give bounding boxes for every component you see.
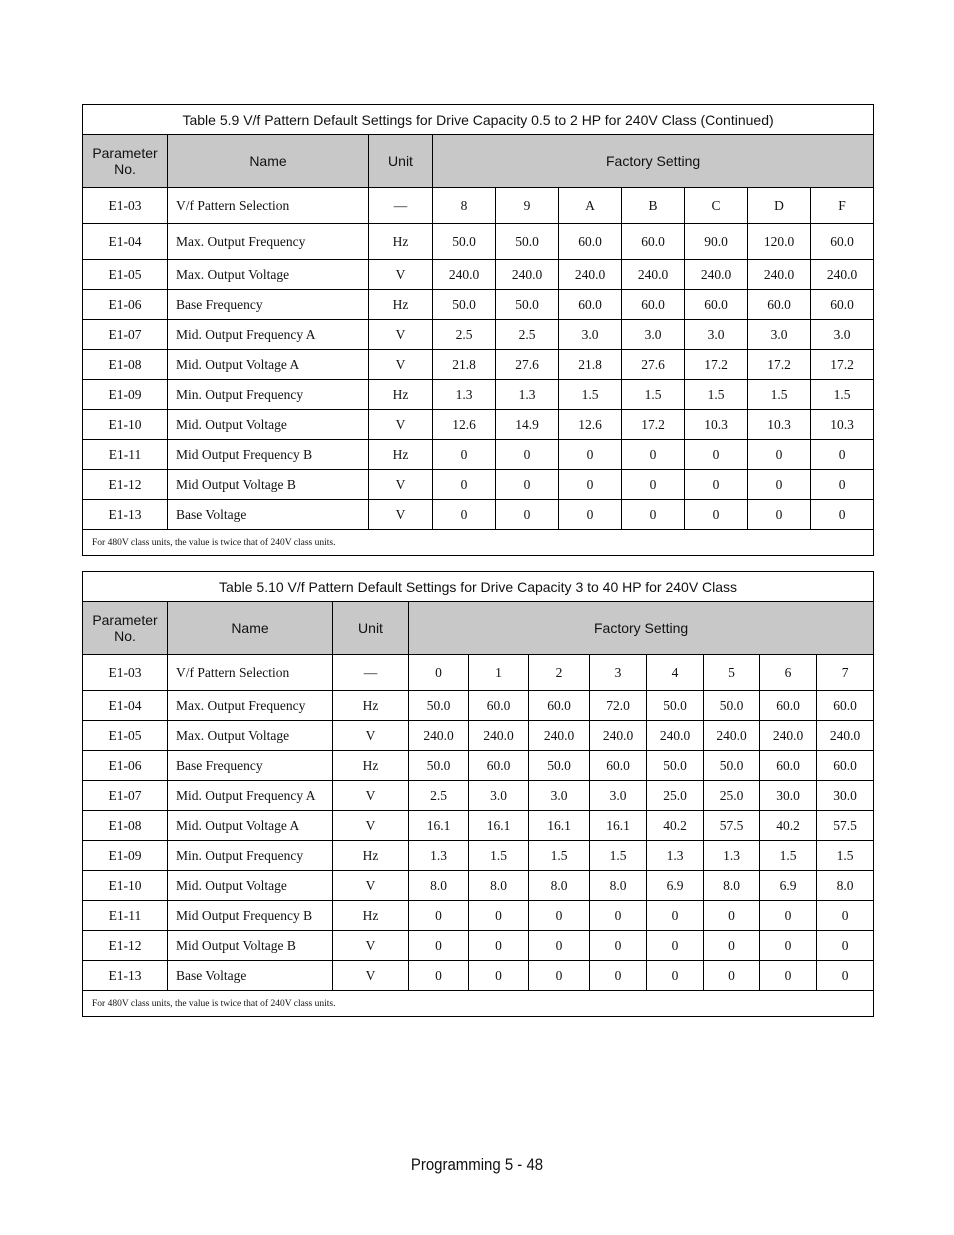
table-row xyxy=(83,290,874,320)
setting-cell: 0 xyxy=(496,470,559,500)
setting-cell: 0 xyxy=(559,440,622,470)
setting-cell: 60.0 xyxy=(559,224,622,260)
setting-cell: 8.0 xyxy=(817,871,874,901)
setting-cell: 50.0 xyxy=(409,691,469,721)
setting-cell: 9 xyxy=(496,188,559,224)
setting-cell: 40.2 xyxy=(760,811,817,841)
parameter-cell: E1-12 xyxy=(83,931,168,961)
parameter-cell: E1-06 xyxy=(83,751,168,781)
setting-cell: 0 xyxy=(529,961,590,991)
table-row xyxy=(83,440,874,470)
setting-cell: 60.0 xyxy=(811,224,874,260)
setting-cell: 17.2 xyxy=(622,410,685,440)
setting-cell: 0 xyxy=(811,440,874,470)
setting-cell: 0 xyxy=(409,961,469,991)
setting-cell: 4 xyxy=(647,655,704,691)
setting-cell: 50.0 xyxy=(433,290,496,320)
parameter-cell: E1-11 xyxy=(83,901,168,931)
setting-cell: 1.5 xyxy=(760,841,817,871)
setting-cell: 0 xyxy=(590,961,647,991)
setting-cell: 50.0 xyxy=(433,224,496,260)
setting-cell: 240.0 xyxy=(469,721,529,751)
setting-cell: 0 xyxy=(433,470,496,500)
parameter-cell: E1-09 xyxy=(83,841,168,871)
setting-cell: 50.0 xyxy=(496,224,559,260)
unit-cell: V xyxy=(369,500,433,530)
setting-cell: 1.5 xyxy=(559,380,622,410)
setting-cell: 40.2 xyxy=(647,811,704,841)
table-row xyxy=(83,655,874,691)
setting-cell: 72.0 xyxy=(590,691,647,721)
setting-cell: 0 xyxy=(496,440,559,470)
setting-cell: 1.3 xyxy=(704,841,760,871)
setting-cell: 0 xyxy=(647,901,704,931)
unit-cell: V xyxy=(369,350,433,380)
setting-cell: 0 xyxy=(590,931,647,961)
setting-cell: 60.0 xyxy=(622,290,685,320)
name-cell: V/f Pattern Selection xyxy=(168,188,369,224)
parameter-cell: E1-13 xyxy=(83,961,168,991)
setting-cell: 12.6 xyxy=(433,410,496,440)
setting-cell: 1.3 xyxy=(496,380,559,410)
setting-cell: 240.0 xyxy=(748,260,811,290)
setting-cell: 3.0 xyxy=(622,320,685,350)
column-header-name: Name xyxy=(168,135,369,188)
setting-cell: 0 xyxy=(704,931,760,961)
parameter-cell: E1-07 xyxy=(83,320,168,350)
column-header-parameter: Parameter No. xyxy=(83,602,168,655)
setting-cell: 30.0 xyxy=(760,781,817,811)
name-cell: Max. Output Voltage xyxy=(168,721,333,751)
setting-cell: 0 xyxy=(748,470,811,500)
setting-cell: 240.0 xyxy=(559,260,622,290)
setting-cell: 21.8 xyxy=(433,350,496,380)
unit-cell: Hz xyxy=(369,440,433,470)
name-cell: Mid Output Voltage B xyxy=(168,931,333,961)
setting-cell: 0 xyxy=(760,931,817,961)
name-cell: Mid. Output Voltage A xyxy=(168,811,333,841)
setting-cell: 240.0 xyxy=(647,721,704,751)
table-note: For 480V class units, the value is twice that of 240V class units. xyxy=(83,991,874,1017)
unit-cell: V xyxy=(333,781,409,811)
setting-cell: 0 xyxy=(817,931,874,961)
name-cell: Mid. Output Voltage A xyxy=(168,350,369,380)
setting-cell: 0 xyxy=(622,470,685,500)
setting-cell: 1.5 xyxy=(817,841,874,871)
setting-cell: 0 xyxy=(811,470,874,500)
unit-cell: V xyxy=(333,811,409,841)
setting-cell: 2 xyxy=(529,655,590,691)
setting-cell: 1.5 xyxy=(590,841,647,871)
table-row xyxy=(83,350,874,380)
unit-cell: Hz xyxy=(333,691,409,721)
setting-cell: 60.0 xyxy=(817,751,874,781)
setting-cell: 0 xyxy=(647,961,704,991)
parameter-cell: E1-10 xyxy=(83,410,168,440)
setting-cell: 60.0 xyxy=(469,751,529,781)
setting-cell: B xyxy=(622,188,685,224)
setting-cell: 0 xyxy=(622,440,685,470)
setting-cell: 16.1 xyxy=(409,811,469,841)
setting-cell: 1.3 xyxy=(409,841,469,871)
setting-cell: 0 xyxy=(559,470,622,500)
setting-cell: 50.0 xyxy=(409,751,469,781)
setting-cell: 3 xyxy=(590,655,647,691)
setting-cell: 240.0 xyxy=(496,260,559,290)
setting-cell: 10.3 xyxy=(685,410,748,440)
setting-cell: 25.0 xyxy=(647,781,704,811)
parameter-cell: E1-13 xyxy=(83,500,168,530)
setting-cell: 3.0 xyxy=(748,320,811,350)
table-row xyxy=(83,500,874,530)
setting-cell: 2.5 xyxy=(496,320,559,350)
setting-cell: 240.0 xyxy=(760,721,817,751)
name-cell: Base Frequency xyxy=(168,751,333,781)
setting-cell: 57.5 xyxy=(704,811,760,841)
parameter-cell: E1-04 xyxy=(83,224,168,260)
setting-cell: 0 xyxy=(647,931,704,961)
table-row xyxy=(83,320,874,350)
setting-cell: 50.0 xyxy=(704,751,760,781)
name-cell: Mid. Output Voltage xyxy=(168,871,333,901)
unit-cell: Hz xyxy=(369,290,433,320)
table-row xyxy=(83,931,874,961)
table-body xyxy=(83,188,874,530)
setting-cell: 0 xyxy=(409,931,469,961)
setting-cell: 1.5 xyxy=(469,841,529,871)
setting-cell: 3.0 xyxy=(685,320,748,350)
setting-cell: 50.0 xyxy=(647,691,704,721)
setting-cell: 60.0 xyxy=(622,224,685,260)
unit-cell: — xyxy=(369,188,433,224)
setting-cell: 60.0 xyxy=(760,751,817,781)
setting-cell: 0 xyxy=(685,470,748,500)
table-row xyxy=(83,410,874,440)
setting-cell: 0 xyxy=(409,901,469,931)
setting-cell: 2.5 xyxy=(433,320,496,350)
setting-cell: 0 xyxy=(433,500,496,530)
table-row xyxy=(83,224,874,260)
setting-cell: 1.5 xyxy=(811,380,874,410)
parameter-cell: E1-06 xyxy=(83,290,168,320)
setting-cell: 0 xyxy=(704,901,760,931)
setting-cell: 27.6 xyxy=(496,350,559,380)
setting-cell: 50.0 xyxy=(704,691,760,721)
setting-cell: 3.0 xyxy=(469,781,529,811)
setting-cell: 8.0 xyxy=(590,871,647,901)
setting-cell: 16.1 xyxy=(469,811,529,841)
setting-cell: 1.3 xyxy=(647,841,704,871)
name-cell: Min. Output Frequency xyxy=(168,841,333,871)
setting-cell: A xyxy=(559,188,622,224)
setting-cell: 12.6 xyxy=(559,410,622,440)
name-cell: Mid Output Voltage B xyxy=(168,470,369,500)
setting-cell: 30.0 xyxy=(817,781,874,811)
setting-cell: 8.0 xyxy=(409,871,469,901)
setting-cell: 6.9 xyxy=(647,871,704,901)
setting-cell: 3.0 xyxy=(559,320,622,350)
parameter-cell: E1-03 xyxy=(83,188,168,224)
setting-cell: 6.9 xyxy=(760,871,817,901)
setting-cell: 5 xyxy=(704,655,760,691)
setting-cell: 17.2 xyxy=(748,350,811,380)
table-row xyxy=(83,188,874,224)
parameter-cell: E1-03 xyxy=(83,655,168,691)
setting-cell: 60.0 xyxy=(748,290,811,320)
setting-cell: 0 xyxy=(433,440,496,470)
name-cell: V/f Pattern Selection xyxy=(168,655,333,691)
parameter-cell: E1-09 xyxy=(83,380,168,410)
setting-cell: 0 xyxy=(469,961,529,991)
setting-cell: 14.9 xyxy=(496,410,559,440)
name-cell: Base Voltage xyxy=(168,500,369,530)
parameter-cell: E1-10 xyxy=(83,871,168,901)
setting-cell: 1.5 xyxy=(529,841,590,871)
setting-cell: 1.3 xyxy=(433,380,496,410)
table-row xyxy=(83,871,874,901)
setting-cell: 60.0 xyxy=(811,290,874,320)
setting-cell: 8.0 xyxy=(469,871,529,901)
setting-cell: 240.0 xyxy=(433,260,496,290)
setting-cell: F xyxy=(811,188,874,224)
unit-cell: Hz xyxy=(333,841,409,871)
setting-cell: 17.2 xyxy=(685,350,748,380)
setting-cell: 240.0 xyxy=(811,260,874,290)
setting-cell: 0 xyxy=(685,500,748,530)
parameter-cell: E1-11 xyxy=(83,440,168,470)
unit-cell: Hz xyxy=(369,224,433,260)
table-row xyxy=(83,781,874,811)
setting-cell: 0 xyxy=(496,500,559,530)
column-header-factory-setting: Factory Setting xyxy=(433,135,874,188)
setting-cell: 10.3 xyxy=(811,410,874,440)
setting-cell: 21.8 xyxy=(559,350,622,380)
name-cell: Mid Output Frequency B xyxy=(168,440,369,470)
setting-cell: 0 xyxy=(811,500,874,530)
setting-cell: 25.0 xyxy=(704,781,760,811)
table-row xyxy=(83,961,874,991)
setting-cell: 60.0 xyxy=(469,691,529,721)
setting-cell: 27.6 xyxy=(622,350,685,380)
setting-cell: 0 xyxy=(704,961,760,991)
setting-cell: 16.1 xyxy=(529,811,590,841)
setting-cell: 0 xyxy=(748,440,811,470)
unit-cell: Hz xyxy=(333,901,409,931)
setting-cell: 240.0 xyxy=(704,721,760,751)
setting-cell: 16.1 xyxy=(590,811,647,841)
setting-cell: 60.0 xyxy=(559,290,622,320)
setting-cell: C xyxy=(685,188,748,224)
setting-cell: 240.0 xyxy=(409,721,469,751)
setting-cell: 0 xyxy=(685,440,748,470)
column-header-unit: Unit xyxy=(369,135,433,188)
parameter-cell: E1-05 xyxy=(83,260,168,290)
setting-cell: 0 xyxy=(817,901,874,931)
unit-cell: — xyxy=(333,655,409,691)
setting-cell: 0 xyxy=(469,931,529,961)
unit-cell: V xyxy=(333,871,409,901)
setting-cell: 8.0 xyxy=(704,871,760,901)
setting-cell: 0 xyxy=(529,901,590,931)
setting-cell: 3.0 xyxy=(811,320,874,350)
setting-cell: 10.3 xyxy=(748,410,811,440)
setting-cell: 60.0 xyxy=(529,691,590,721)
table-row xyxy=(83,841,874,871)
setting-cell: 60.0 xyxy=(685,290,748,320)
setting-cell: 240.0 xyxy=(529,721,590,751)
table-row xyxy=(83,380,874,410)
setting-cell: 50.0 xyxy=(496,290,559,320)
setting-cell: 2.5 xyxy=(409,781,469,811)
setting-cell: 240.0 xyxy=(817,721,874,751)
setting-cell: 1 xyxy=(469,655,529,691)
setting-cell: 50.0 xyxy=(647,751,704,781)
setting-cell: 60.0 xyxy=(760,691,817,721)
setting-cell: 0 xyxy=(760,901,817,931)
setting-cell: 1.5 xyxy=(622,380,685,410)
name-cell: Max. Output Frequency xyxy=(168,691,333,721)
unit-cell: Hz xyxy=(333,751,409,781)
setting-cell: 6 xyxy=(760,655,817,691)
parameter-cell: E1-12 xyxy=(83,470,168,500)
parameter-cell: E1-04 xyxy=(83,691,168,721)
setting-cell: 0 xyxy=(622,500,685,530)
name-cell: Mid. Output Voltage xyxy=(168,410,369,440)
setting-cell: 240.0 xyxy=(590,721,647,751)
unit-cell: V xyxy=(333,961,409,991)
column-header-factory-setting: Factory Setting xyxy=(409,602,874,655)
setting-cell: 1.5 xyxy=(748,380,811,410)
table-row xyxy=(83,470,874,500)
setting-cell: 0 xyxy=(760,961,817,991)
name-cell: Max. Output Voltage xyxy=(168,260,369,290)
setting-cell: 0 xyxy=(590,901,647,931)
parameter-cell: E1-07 xyxy=(83,781,168,811)
setting-cell: 0 xyxy=(529,931,590,961)
unit-cell: V xyxy=(333,931,409,961)
column-header-name: Name xyxy=(168,602,333,655)
unit-cell: V xyxy=(333,721,409,751)
unit-cell: V xyxy=(369,260,433,290)
name-cell: Min. Output Frequency xyxy=(168,380,369,410)
setting-cell: 3.0 xyxy=(590,781,647,811)
setting-cell: 0 xyxy=(409,655,469,691)
unit-cell: V xyxy=(369,410,433,440)
setting-cell: 7 xyxy=(817,655,874,691)
column-header-parameter: Parameter No. xyxy=(83,135,168,188)
setting-cell: 240.0 xyxy=(622,260,685,290)
setting-cell: 60.0 xyxy=(590,751,647,781)
setting-cell: 50.0 xyxy=(529,751,590,781)
name-cell: Base Voltage xyxy=(168,961,333,991)
setting-cell: 120.0 xyxy=(748,224,811,260)
setting-cell: 8.0 xyxy=(529,871,590,901)
parameter-cell: E1-05 xyxy=(83,721,168,751)
table-caption: Table 5.10 V/f Pattern Default Settings for Drive Capacity 3 to 40 HP for 240V Class xyxy=(83,572,874,602)
setting-cell: 17.2 xyxy=(811,350,874,380)
setting-cell: 240.0 xyxy=(685,260,748,290)
table-note: For 480V class units, the value is twice that of 240V class units. xyxy=(83,530,874,556)
setting-cell: 0 xyxy=(748,500,811,530)
name-cell: Max. Output Frequency xyxy=(168,224,369,260)
name-cell: Mid. Output Frequency A xyxy=(168,781,333,811)
setting-cell: 8 xyxy=(433,188,496,224)
unit-cell: V xyxy=(369,320,433,350)
setting-cell: D xyxy=(748,188,811,224)
setting-cell: 1.5 xyxy=(685,380,748,410)
setting-cell: 0 xyxy=(559,500,622,530)
table-body xyxy=(83,655,874,991)
table-row xyxy=(83,691,874,721)
vf-pattern-table-0-5-to-2hp xyxy=(82,104,874,556)
parameter-cell: E1-08 xyxy=(83,811,168,841)
table-row xyxy=(83,260,874,290)
table-caption: Table 5.9 V/f Pattern Default Settings for Drive Capacity 0.5 to 2 HP for 240V Class (Continued) xyxy=(83,105,874,135)
parameter-cell: E1-08 xyxy=(83,350,168,380)
name-cell: Base Frequency xyxy=(168,290,369,320)
setting-cell: 3.0 xyxy=(529,781,590,811)
setting-cell: 57.5 xyxy=(817,811,874,841)
unit-cell: V xyxy=(369,470,433,500)
name-cell: Mid Output Frequency B xyxy=(168,901,333,931)
setting-cell: 0 xyxy=(469,901,529,931)
setting-cell: 90.0 xyxy=(685,224,748,260)
name-cell: Mid. Output Frequency A xyxy=(168,320,369,350)
unit-cell: Hz xyxy=(369,380,433,410)
table-row xyxy=(83,721,874,751)
table-row xyxy=(83,811,874,841)
setting-cell: 60.0 xyxy=(817,691,874,721)
table-row xyxy=(83,901,874,931)
vf-pattern-table-3-to-40hp xyxy=(82,571,874,1017)
column-header-unit: Unit xyxy=(333,602,409,655)
page-footer: Programming 5 - 48 xyxy=(410,1155,544,1174)
setting-cell: 0 xyxy=(817,961,874,991)
table-row xyxy=(83,751,874,781)
